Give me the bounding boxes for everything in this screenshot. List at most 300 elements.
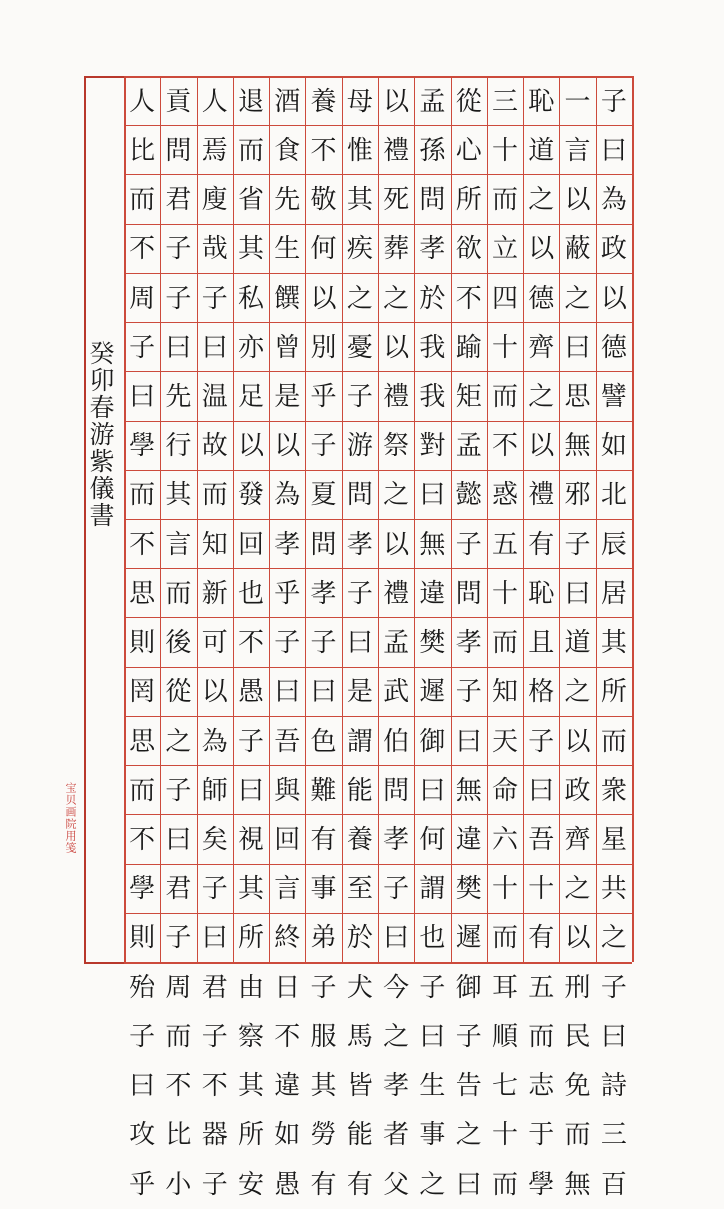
char-cell: 有 (310, 1169, 337, 1200)
char-cell: 曰 (564, 332, 591, 363)
char-cell: 矩 (455, 382, 482, 413)
char-cell: 曰 (455, 726, 482, 757)
char-cell: 而 (491, 382, 518, 413)
char-cell: 焉 (201, 135, 228, 166)
char-cell: 十 (491, 578, 518, 609)
char-cell: 以 (528, 431, 555, 462)
char-cell: 十 (491, 135, 518, 166)
char-cell: 子 (455, 677, 482, 708)
char-cell: 言 (165, 529, 192, 560)
char-cell: 器 (201, 1120, 228, 1151)
char-cell: 安 (237, 1169, 264, 1200)
char-cell: 先 (274, 185, 301, 216)
char-cell: 如 (274, 1120, 301, 1151)
char-cell: 衆 (600, 775, 627, 806)
char-cell: 生 (419, 1071, 446, 1102)
char-cell: 生 (274, 234, 301, 265)
paper-mark: 宝贝画院用笺 (64, 782, 77, 854)
char-cell: 禮 (383, 382, 410, 413)
char-cell: 之 (419, 1169, 446, 1200)
char-cell: 曰 (383, 923, 410, 954)
char-cell: 有 (310, 825, 337, 856)
char-cell: 發 (237, 480, 264, 511)
char-cell: 孝 (383, 825, 410, 856)
char-cell: 孝 (274, 529, 301, 560)
char-cell: 有 (346, 1169, 373, 1200)
char-cell: 違 (274, 1071, 301, 1102)
char-cell: 以 (383, 529, 410, 560)
char-cell: 不 (310, 135, 337, 166)
char-cell: 子 (310, 972, 337, 1003)
char-cell: 先 (165, 382, 192, 413)
char-cell: 道 (564, 628, 591, 659)
char-cell: 敬 (310, 185, 337, 216)
char-cell: 孟 (419, 86, 446, 117)
char-cell: 子 (564, 529, 591, 560)
char-cell: 酒 (274, 86, 301, 117)
char-cell: 道 (528, 135, 555, 166)
char-cell: 周 (129, 283, 156, 314)
char-cell: 曰 (419, 775, 446, 806)
char-cell: 學 (129, 431, 156, 462)
char-cell: 政 (564, 775, 591, 806)
char-cell: 母 (346, 86, 373, 117)
char-cell: 懿 (455, 480, 482, 511)
char-cell: 十 (491, 1120, 518, 1151)
char-cell: 以 (564, 726, 591, 757)
char-cell: 則 (129, 628, 156, 659)
char-cell: 人 (129, 86, 156, 117)
char-cell: 乎 (129, 1169, 156, 1200)
char-cell: 之 (564, 677, 591, 708)
char-cell: 其 (310, 1071, 337, 1102)
char-cell: 師 (201, 775, 228, 806)
char-cell: 孝 (310, 578, 337, 609)
char-cell: 子 (528, 726, 555, 757)
char-cell: 天 (491, 726, 518, 757)
char-cell: 三 (600, 1120, 627, 1151)
char-cell: 周 (165, 972, 192, 1003)
char-cell: 難 (310, 775, 337, 806)
char-cell: 我 (419, 332, 446, 363)
char-cell: 是 (346, 677, 373, 708)
char-cell: 其 (237, 1071, 264, 1102)
char-cell: 日 (274, 972, 301, 1003)
char-cell: 所 (237, 923, 264, 954)
char-cell: 曰 (201, 332, 228, 363)
char-cell: 問 (455, 578, 482, 609)
char-cell: 子 (165, 775, 192, 806)
char-cell: 順 (491, 1021, 518, 1052)
char-cell: 學 (528, 1169, 555, 1200)
char-cell: 而 (165, 1021, 192, 1052)
char-cell: 乎 (274, 578, 301, 609)
char-cell: 曰 (165, 825, 192, 856)
char-cell: 免 (564, 1071, 591, 1102)
char-cell: 比 (129, 135, 156, 166)
char-cell: 君 (165, 874, 192, 905)
char-cell: 與 (274, 775, 301, 806)
char-cell: 比 (165, 1120, 192, 1151)
char-cell: 且 (528, 628, 555, 659)
char-cell: 弟 (310, 923, 337, 954)
char-cell: 乎 (310, 382, 337, 413)
char-cell: 言 (274, 874, 301, 905)
char-cell: 子 (419, 972, 446, 1003)
char-cell: 思 (129, 726, 156, 757)
char-cell: 十 (528, 874, 555, 905)
char-cell: 曰 (600, 135, 627, 166)
char-cell: 為 (201, 726, 228, 757)
char-cell: 無 (455, 775, 482, 806)
char-cell: 知 (201, 529, 228, 560)
char-cell: 子 (346, 382, 373, 413)
char-cell: 德 (600, 332, 627, 363)
char-cell: 問 (383, 775, 410, 806)
char-cell: 孝 (455, 628, 482, 659)
char-cell: 六 (491, 825, 518, 856)
char-cell: 耳 (491, 972, 518, 1003)
char-cell: 食 (274, 135, 301, 166)
char-cell: 曰 (419, 1021, 446, 1052)
char-cell: 曰 (165, 332, 192, 363)
char-cell: 以 (564, 923, 591, 954)
char-cell: 而 (165, 578, 192, 609)
char-cell: 子 (310, 628, 337, 659)
char-cell: 也 (237, 578, 264, 609)
char-cell: 違 (419, 578, 446, 609)
char-cell: 如 (600, 431, 627, 462)
char-cell: 其 (600, 628, 627, 659)
char-cell: 譬 (600, 382, 627, 413)
char-cell: 皆 (346, 1071, 373, 1102)
char-cell: 子 (310, 431, 337, 462)
char-cell: 從 (165, 677, 192, 708)
char-cell: 孝 (419, 234, 446, 265)
char-cell: 罔 (129, 677, 156, 708)
char-cell: 犬 (346, 972, 373, 1003)
char-cell: 殆 (129, 972, 156, 1003)
char-cell: 私 (237, 283, 264, 314)
char-cell: 以 (274, 431, 301, 462)
char-cell: 無 (564, 1169, 591, 1200)
char-cell: 樊 (419, 628, 446, 659)
char-cell: 曰 (455, 1169, 482, 1200)
char-cell: 北 (600, 480, 627, 511)
char-cell: 之 (528, 185, 555, 216)
char-cell: 告 (455, 1071, 482, 1102)
char-cell: 貢 (165, 86, 192, 117)
char-cell: 齊 (564, 825, 591, 856)
char-cell: 以 (600, 283, 627, 314)
char-cell: 政 (600, 234, 627, 265)
char-cell: 不 (129, 234, 156, 265)
char-cell: 不 (455, 283, 482, 314)
char-cell: 子 (201, 1169, 228, 1200)
char-cell: 思 (129, 578, 156, 609)
char-cell: 不 (129, 825, 156, 856)
char-cell: 曰 (274, 677, 301, 708)
char-cell: 無 (564, 431, 591, 462)
char-cell: 曰 (310, 677, 337, 708)
char-cell: 禮 (383, 578, 410, 609)
char-cell: 子 (455, 1021, 482, 1052)
char-cell: 問 (310, 529, 337, 560)
char-cell: 四 (491, 283, 518, 314)
char-cell: 而 (129, 775, 156, 806)
char-cell: 不 (237, 628, 264, 659)
char-cell: 能 (346, 775, 373, 806)
char-cell: 伯 (383, 726, 410, 757)
char-cell: 以 (528, 234, 555, 265)
char-cell: 齊 (528, 332, 555, 363)
char-cell: 七 (491, 1071, 518, 1102)
char-cell: 以 (564, 185, 591, 216)
char-cell: 而 (528, 1021, 555, 1052)
char-cell: 養 (310, 86, 337, 117)
char-cell: 游 (346, 431, 373, 462)
char-cell: 御 (419, 726, 446, 757)
char-cell: 視 (237, 825, 264, 856)
char-cell: 事 (310, 874, 337, 905)
char-cell: 我 (419, 382, 446, 413)
char-cell: 惟 (346, 135, 373, 166)
char-cell: 不 (491, 431, 518, 462)
char-cell: 何 (419, 825, 446, 856)
char-cell: 由 (237, 972, 264, 1003)
char-cell: 所 (455, 185, 482, 216)
char-cell: 行 (165, 431, 192, 462)
char-cell: 疾 (346, 234, 373, 265)
char-cell: 者 (383, 1120, 410, 1151)
char-cell: 子 (201, 1021, 228, 1052)
char-cell: 遲 (419, 677, 446, 708)
char-cell: 而 (600, 726, 627, 757)
char-cell: 十 (491, 332, 518, 363)
char-cell: 以 (383, 86, 410, 117)
char-cell: 問 (346, 480, 373, 511)
char-cell: 而 (129, 185, 156, 216)
char-cell: 吾 (274, 726, 301, 757)
char-cell: 之 (455, 1120, 482, 1151)
char-cell: 養 (346, 825, 373, 856)
char-cell: 言 (564, 135, 591, 166)
char-cell: 服 (310, 1021, 337, 1052)
char-cell: 愚 (274, 1169, 301, 1200)
char-cell: 子 (237, 726, 264, 757)
char-cell: 詩 (600, 1071, 627, 1102)
char-cell: 謂 (419, 874, 446, 905)
char-cell: 察 (237, 1021, 264, 1052)
char-cell: 曰 (528, 775, 555, 806)
char-cell: 之 (564, 283, 591, 314)
char-cell: 格 (528, 677, 555, 708)
char-cell: 謂 (346, 726, 373, 757)
char-cell: 五 (491, 529, 518, 560)
char-cell: 恥 (528, 86, 555, 117)
char-cell: 也 (419, 923, 446, 954)
char-cell: 為 (600, 185, 627, 216)
char-cell: 以 (237, 431, 264, 462)
char-cell: 夏 (310, 480, 337, 511)
char-cell: 為 (274, 480, 301, 511)
char-cell: 葬 (383, 234, 410, 265)
char-cell: 是 (274, 382, 301, 413)
char-cell: 對 (419, 431, 446, 462)
char-cell: 恥 (528, 578, 555, 609)
char-cell: 違 (455, 825, 482, 856)
char-cell: 邪 (564, 480, 591, 511)
char-cell: 曰 (129, 1071, 156, 1102)
char-cell: 子 (600, 86, 627, 117)
char-cell: 子 (129, 332, 156, 363)
char-cell: 心 (455, 135, 482, 166)
char-cell: 而 (491, 185, 518, 216)
char-cell: 子 (383, 874, 410, 905)
char-cell: 曰 (129, 382, 156, 413)
char-cell: 父 (383, 1169, 410, 1200)
char-cell: 志 (528, 1071, 555, 1102)
char-cell: 無 (419, 529, 446, 560)
char-cell: 問 (165, 135, 192, 166)
char-cell: 之 (165, 726, 192, 757)
char-cell: 辰 (600, 529, 627, 560)
char-cell: 馬 (346, 1021, 373, 1052)
char-cell: 思 (564, 382, 591, 413)
char-cell: 死 (383, 185, 410, 216)
char-cell: 曾 (274, 332, 301, 363)
char-cell: 之 (346, 283, 373, 314)
char-cell: 問 (419, 185, 446, 216)
char-cell: 後 (165, 628, 192, 659)
char-cell: 德 (528, 283, 555, 314)
char-cell: 別 (310, 332, 337, 363)
char-cell: 愚 (237, 677, 264, 708)
char-cell: 之 (600, 923, 627, 954)
char-cell: 人 (201, 86, 228, 117)
char-cell: 小 (165, 1169, 192, 1200)
grid-column-line (632, 76, 634, 962)
char-cell: 足 (237, 382, 264, 413)
char-cell: 亦 (237, 332, 264, 363)
char-cell: 所 (600, 677, 627, 708)
char-cell: 星 (600, 825, 627, 856)
char-cell: 其 (237, 234, 264, 265)
char-cell: 孟 (383, 628, 410, 659)
char-cell: 回 (237, 529, 264, 560)
char-cell: 何 (310, 234, 337, 265)
char-cell: 不 (165, 1071, 192, 1102)
char-cell: 于 (528, 1120, 555, 1151)
char-cell: 百 (600, 1169, 627, 1200)
char-cell: 武 (383, 677, 410, 708)
char-cell: 子 (201, 874, 228, 905)
char-cell: 曰 (600, 1021, 627, 1052)
char-cell: 則 (129, 923, 156, 954)
char-cell: 於 (419, 283, 446, 314)
char-cell: 而 (237, 135, 264, 166)
char-cell: 之 (383, 283, 410, 314)
char-cell: 廋 (201, 185, 228, 216)
char-cell: 而 (201, 480, 228, 511)
char-cell: 攻 (129, 1120, 156, 1151)
char-cell: 其 (237, 874, 264, 905)
char-cell: 之 (564, 874, 591, 905)
char-cell: 居 (600, 578, 627, 609)
char-cell: 學 (129, 874, 156, 905)
char-cell: 惑 (491, 480, 518, 511)
char-cell: 可 (201, 628, 228, 659)
char-cell: 三 (491, 86, 518, 117)
char-cell: 以 (383, 332, 410, 363)
char-cell: 曰 (419, 480, 446, 511)
char-cell: 省 (237, 185, 264, 216)
char-cell: 孝 (383, 1071, 410, 1102)
char-cell: 君 (201, 972, 228, 1003)
char-cell: 禮 (383, 135, 410, 166)
char-cell: 事 (419, 1120, 446, 1151)
char-cell: 孝 (346, 529, 373, 560)
char-cell: 不 (129, 529, 156, 560)
char-cell: 共 (600, 874, 627, 905)
char-cell: 不 (201, 1071, 228, 1102)
char-cell: 而 (129, 480, 156, 511)
char-cell: 從 (455, 86, 482, 117)
char-cell: 遲 (455, 923, 482, 954)
char-cell: 所 (237, 1120, 264, 1151)
char-cell: 曰 (346, 628, 373, 659)
char-cell: 知 (491, 677, 518, 708)
char-cell: 子 (274, 628, 301, 659)
char-cell: 子 (165, 234, 192, 265)
char-cell: 而 (564, 1120, 591, 1151)
char-cell: 十 (491, 874, 518, 905)
char-cell: 刑 (564, 972, 591, 1003)
char-cell: 曰 (237, 775, 264, 806)
char-cell: 子 (600, 972, 627, 1003)
char-cell: 今 (383, 972, 410, 1003)
char-cell: 矣 (201, 825, 228, 856)
char-cell: 之 (383, 480, 410, 511)
char-cell: 退 (237, 86, 264, 117)
char-cell: 禮 (528, 480, 555, 511)
char-cell: 回 (274, 825, 301, 856)
char-cell: 不 (274, 1021, 301, 1052)
char-cell: 有 (528, 923, 555, 954)
char-cell: 能 (346, 1120, 373, 1151)
char-cell: 君 (165, 185, 192, 216)
char-cell: 蔽 (564, 234, 591, 265)
char-cell: 而 (491, 628, 518, 659)
char-cell: 於 (346, 923, 373, 954)
char-cell: 子 (165, 283, 192, 314)
char-cell: 色 (310, 726, 337, 757)
char-cell: 其 (165, 480, 192, 511)
char-cell: 樊 (455, 874, 482, 905)
char-cell: 子 (165, 923, 192, 954)
char-cell: 立 (491, 234, 518, 265)
char-cell: 子 (129, 1021, 156, 1052)
char-cell: 一 (564, 86, 591, 117)
char-cell: 欲 (455, 234, 482, 265)
char-cell: 御 (455, 972, 482, 1003)
char-cell: 以 (201, 677, 228, 708)
char-cell: 哉 (201, 234, 228, 265)
char-cell: 故 (201, 431, 228, 462)
char-cell: 孫 (419, 135, 446, 166)
char-cell: 子 (455, 529, 482, 560)
char-cell: 以 (310, 283, 337, 314)
